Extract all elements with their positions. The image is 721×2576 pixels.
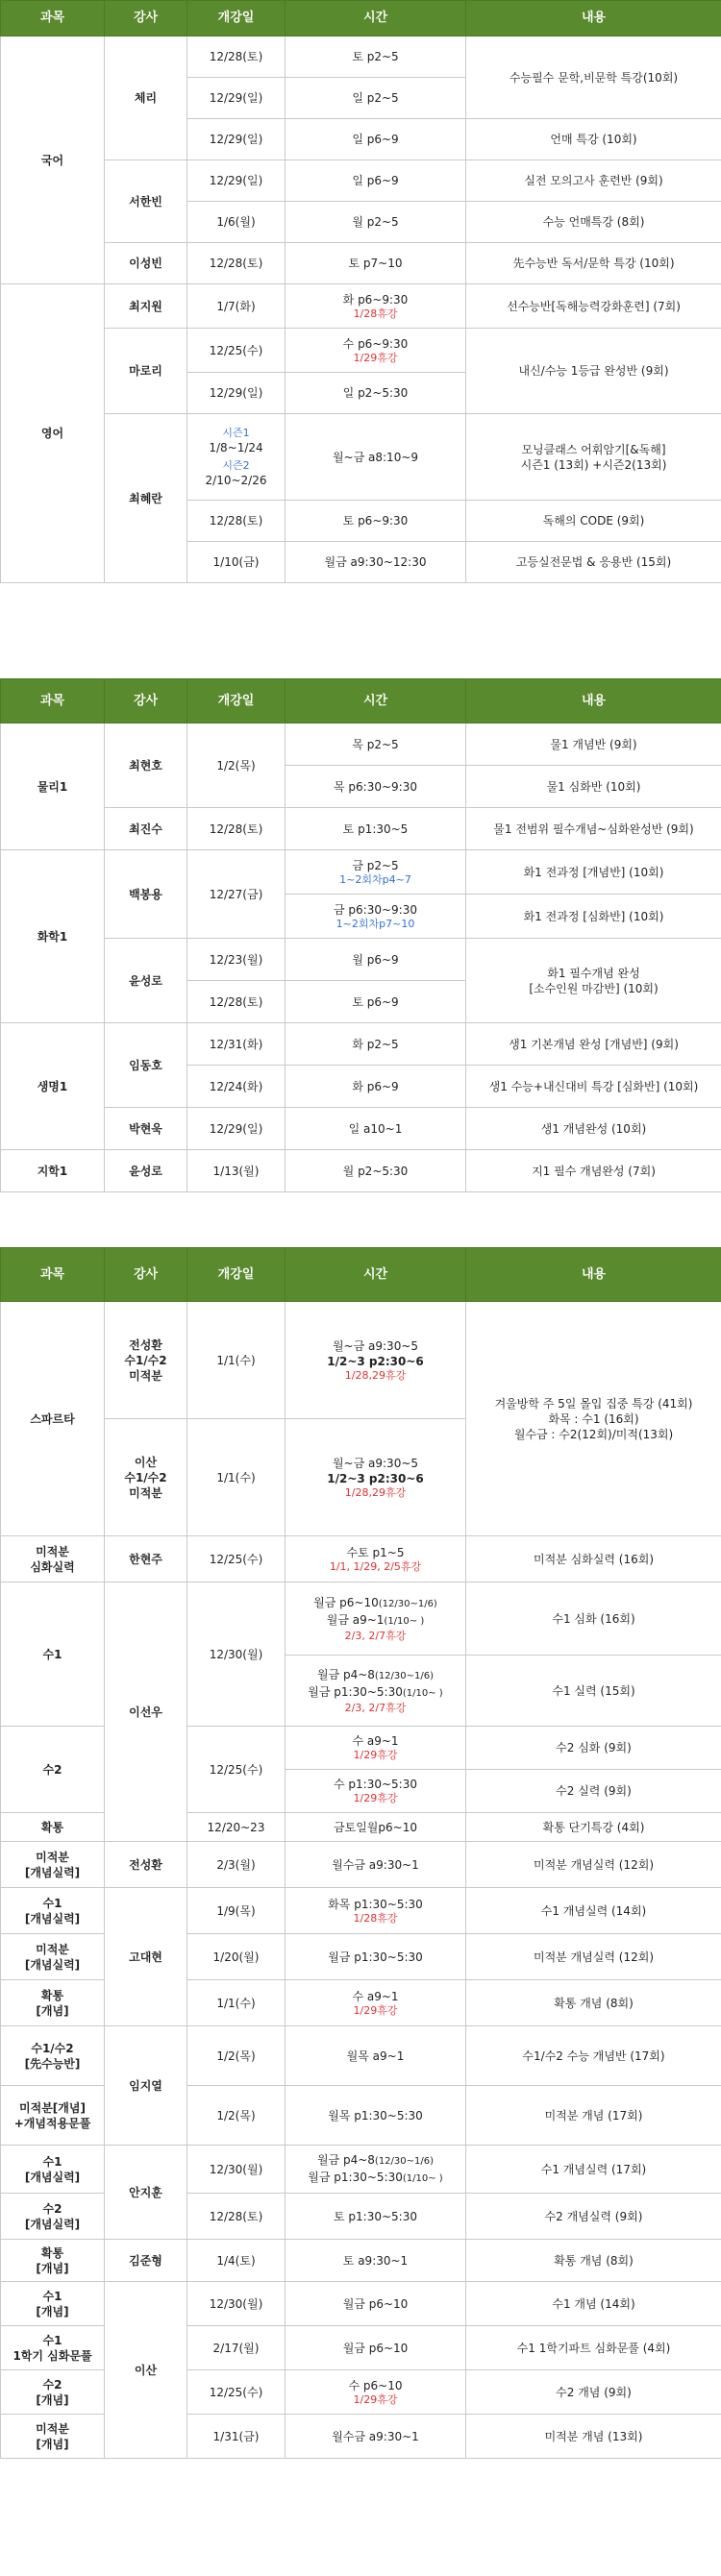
table-row (1, 1536, 721, 1582)
time-main: 월금 p4~8 (316, 1667, 375, 1681)
content-cell: 생1 수능+내신대비 특강 [심화반] (10회) (466, 1066, 721, 1108)
table-row (1, 284, 721, 329)
time-cell: 월금 p6~10 (286, 2282, 466, 2326)
teacher-cell: 마로리 (105, 329, 187, 414)
time-cell: 목 p2~5 (286, 724, 466, 766)
table-row (1, 37, 721, 78)
time-cell (286, 1727, 466, 1770)
time-text (288, 2152, 462, 2170)
time-range: (12/30~1/6) (374, 2155, 435, 2167)
time-cell: 월금 p6~10 (286, 2326, 466, 2370)
time-cell: 월~금 a8:10~9 (286, 414, 466, 501)
table-row (1, 1582, 721, 1656)
time-main: 월금 p6~10 (313, 1595, 379, 1609)
header-subject: 과목 (1, 679, 105, 724)
time-cell: 월금 a9:30~12:30 (286, 542, 466, 583)
teacher-cell: 고대현 (105, 1888, 187, 2026)
subject-cell: 영어 (1, 284, 105, 583)
table-row (1, 1302, 721, 1419)
subject-cell: 미적분 심화실력 (1, 1536, 105, 1582)
time-cell: 월 p2~5:30 (286, 1150, 466, 1192)
time-cell: 화 p6~9 (286, 1066, 466, 1108)
teacher-cell: 전성환 (105, 1842, 187, 1888)
time-text: 수 p1:30~5:30 (334, 1778, 417, 1791)
table-row (1, 724, 721, 766)
season-label: 시즌1 (222, 426, 250, 439)
time-cell: 일 a10~1 (286, 1108, 466, 1150)
teacher-cell: 임동호 (105, 1023, 187, 1108)
header-time: 시간 (286, 1248, 466, 1302)
subject-cell: 물리1 (1, 724, 105, 850)
date-cell: 12/29(일) (187, 160, 286, 202)
subject-cell: 미적분 [개념] (1, 2415, 105, 2459)
date-cell: 2/3(월) (187, 1842, 286, 1888)
date-cell: 1/9(목) (187, 1888, 286, 1934)
date-cell: 12/27(금) (187, 850, 286, 939)
time-cell (286, 1888, 466, 1934)
time-cell (286, 329, 466, 373)
content-text: 겨울방학 주 5일 몰입 집중 특강 (41회) (494, 1396, 693, 1411)
time-main: 월금 p1:30~5:30 (308, 1684, 403, 1699)
content-cell: 미적분 개념실력 (12회) (466, 1934, 721, 1980)
time-text: 월~금 a9:30~5 (332, 1456, 419, 1470)
time-cell: 월 p6~9 (286, 939, 466, 981)
time-cell (286, 1582, 466, 1656)
time-text: 1/2~3 p2:30~6 (327, 1354, 424, 1368)
time-main: 월금 a9~1 (326, 1612, 385, 1627)
teacher-cell: 윤성로 (105, 939, 187, 1023)
holiday-note: 1/28,29휴강 (344, 1485, 407, 1499)
subject-cell: 지학1 (1, 1150, 105, 1192)
date-cell: 12/25(수) (187, 1727, 286, 1813)
content-cell: 화1 전과정 [개념반] (10회) (466, 850, 721, 895)
holiday-note: 1/29휴강 (353, 2003, 398, 2017)
time-cell (286, 1770, 466, 1813)
time-text (288, 1612, 462, 1630)
subject-cell: 수1 1학기 심화문풀 (1, 2326, 105, 2370)
teacher-cell: 박현욱 (105, 1108, 187, 1150)
teacher-cell: 체리 (105, 37, 187, 160)
time-cell: 일 p2~5:30 (286, 373, 466, 414)
season-dates: 2/10~2/26 (205, 473, 267, 487)
content-cell: 독해의 CODE (9회) (466, 501, 721, 542)
date-cell: 12/28(토) (187, 501, 286, 542)
content-cell: 수2 개념실력 (9회) (466, 2194, 721, 2240)
date-cell: 1/2(목) (187, 2086, 286, 2146)
content-cell: 확통 개념 (8회) (466, 1980, 721, 2026)
time-cell: 목 p6:30~9:30 (286, 766, 466, 808)
content-cell: 수1 실력 (15회) (466, 1656, 721, 1727)
time-cell: 월 p2~5 (286, 202, 466, 243)
teacher-cell: 최현호 (105, 724, 187, 808)
teacher-cell: 최진수 (105, 808, 187, 850)
holiday-note: 1/28휴강 (353, 1911, 398, 1925)
holiday-note: 1/29휴강 (353, 1749, 398, 1761)
date-cell: 12/28(토) (187, 243, 286, 284)
date-cell: 1/13(월) (187, 1150, 286, 1192)
content-cell: 확통 단기특강 (4회) (466, 1813, 721, 1842)
time-cell: 일 p2~5 (286, 78, 466, 119)
date-cell: 12/23(월) (187, 939, 286, 981)
table-row (1, 2026, 721, 2086)
subject-cell: 확통 [개념] (1, 1980, 105, 2026)
teacher-cell: 최지원 (105, 284, 187, 329)
content-text: 시즌1 (13회) +시즌2(13회) (520, 457, 667, 472)
time-range: (12/30~1/6) (378, 1598, 437, 1609)
header-content: 내용 (466, 1, 721, 37)
date-cell: 1/4(토) (187, 2240, 286, 2282)
time-cell (286, 2146, 466, 2194)
date-cell: 12/31(화) (187, 1023, 286, 1066)
date-cell: 12/29(일) (187, 119, 286, 160)
season-dates: 1/8~1/24 (209, 440, 263, 454)
subject-cell: 확통 [개념] (1, 2240, 105, 2282)
teacher-cell: 최혜란 (105, 414, 187, 583)
session-note: 1~2회차p4~7 (339, 872, 411, 886)
time-cell (286, 1980, 466, 2026)
content-cell: 수1 1학기파트 심화문풀 (4회) (466, 2326, 721, 2370)
content-text: 모닝클래스 어휘암기[&독해] (521, 442, 666, 456)
teacher-cell: 이산 (105, 2282, 187, 2459)
content-cell: 언매 특강 (10회) (466, 119, 721, 160)
time-cell: 토 p7~10 (286, 243, 466, 284)
table-math (0, 1247, 721, 2459)
content-cell: 수1 개념실력 (14회) (466, 1888, 721, 1934)
subject-cell: 수1 [개념] (1, 2282, 105, 2326)
table-row (1, 329, 721, 373)
table-row (1, 2146, 721, 2194)
subject-cell: 미적분 [개념실력] (1, 1934, 105, 1980)
content-cell: 지1 필수 개념완성 (7회) (466, 1150, 721, 1192)
date-cell: 1/1(수) (187, 1419, 286, 1536)
table-row (1, 808, 721, 850)
holiday-note: 1/29휴강 (353, 351, 398, 364)
date-cell: 12/24(화) (187, 1066, 286, 1108)
content-cell: 미적분 개념 (13회) (466, 2415, 721, 2459)
content-cell: 미적분 개념 (17회) (466, 2086, 721, 2146)
content-cell: 화1 전과정 [심화반] (10회) (466, 895, 721, 939)
date-cell: 1/2(목) (187, 724, 286, 808)
header-teacher: 강사 (105, 679, 187, 724)
date-cell: 1/1(수) (187, 1302, 286, 1419)
season-label: 시즌2 (222, 458, 250, 472)
time-text: 화목 p1:30~5:30 (328, 1897, 423, 1911)
table-row (1, 1108, 721, 1150)
content-cell: 미적분 심화실력 (16회) (466, 1536, 721, 1582)
date-cell: 12/20~23 (187, 1813, 286, 1842)
content-text: 화목 : 수1 (16회) (548, 1411, 639, 1426)
subject-cell: 미적분 [개념실력] (1, 1842, 105, 1888)
content-text: [소수인원 마감반] (10회) (529, 981, 659, 995)
content-cell: 생1 개념완성 (10회) (466, 1108, 721, 1150)
time-range: (1/10~ ) (402, 1687, 443, 1699)
header-start-date: 개강일 (187, 1, 286, 37)
subject-cell: 수2 (1, 1727, 105, 1813)
subject-cell: 확통 (1, 1813, 105, 1842)
content-cell: 수2 개념 (9회) (466, 2370, 721, 2415)
content-cell: 고등실전문법 & 응용반 (15회) (466, 542, 721, 583)
time-cell (286, 895, 466, 939)
subject-cell: 생명1 (1, 1023, 105, 1150)
teacher-cell: 이선우 (105, 1582, 187, 1842)
time-text: 수토 p1~5 (346, 1545, 405, 1559)
content-cell: 선수능반[독해능력강화훈련] (7회) (466, 284, 721, 329)
date-cell: 1/1(수) (187, 1980, 286, 2026)
teacher-cell: 이성빈 (105, 243, 187, 284)
holiday-note: 1/29휴강 (353, 2392, 398, 2406)
header-time: 시간 (286, 1, 466, 37)
date-cell: 2/17(월) (187, 2326, 286, 2370)
subject-cell: 수1 [개념실력] (1, 1888, 105, 1934)
subject-cell: 수2 [개념] (1, 2370, 105, 2415)
date-cell: 12/28(토) (187, 37, 286, 78)
date-cell (187, 414, 286, 501)
date-cell: 12/25(수) (187, 1536, 286, 1582)
table-row (1, 1150, 721, 1192)
time-text: 화 p6~9:30 (342, 292, 409, 307)
table-row (1, 160, 721, 202)
time-text: 금 p6:30~9:30 (334, 902, 417, 917)
content-cell: 수1 개념 (14회) (466, 2282, 721, 2326)
content-cell: 실전 모의고사 훈련반 (9회) (466, 160, 721, 202)
date-cell: 12/25(수) (187, 329, 286, 373)
content-cell: 수능 언매특강 (8회) (466, 202, 721, 243)
content-cell: 내신/수능 1등급 완성반 (9회) (466, 329, 721, 414)
content-cell: 물1 심화반 (10회) (466, 766, 721, 808)
teacher-cell: 윤성로 (105, 1150, 187, 1192)
header-start-date: 개강일 (187, 1248, 286, 1302)
time-text: 월~금 a9:30~5 (332, 1338, 419, 1353)
time-text: 수 a9~1 (352, 1734, 399, 1748)
date-cell: 12/25(수) (187, 2370, 286, 2415)
table-row (1, 2240, 721, 2282)
content-cell (466, 1302, 721, 1536)
time-cell: 월수금 a9:30~1 (286, 2415, 466, 2459)
session-note: 1~2회차p7~10 (336, 917, 415, 930)
table-header-row (1, 1, 721, 37)
time-cell: 월목 a9~1 (286, 2026, 466, 2086)
date-cell: 12/28(토) (187, 981, 286, 1023)
time-range: (12/30~1/6) (374, 1670, 435, 1681)
time-cell (286, 2370, 466, 2415)
header-content: 내용 (466, 1248, 721, 1302)
subject-cell: 국어 (1, 37, 105, 284)
time-text (288, 1684, 462, 1702)
date-cell: 12/29(일) (187, 373, 286, 414)
table-row (1, 2282, 721, 2326)
time-cell (286, 1302, 466, 1419)
holiday-note: 1/28,29휴강 (344, 1368, 407, 1382)
teacher-cell: 김준형 (105, 2240, 187, 2282)
header-teacher: 강사 (105, 1248, 187, 1302)
subject-cell: 수1/수2 [先수능반] (1, 2026, 105, 2086)
time-main: 월금 p1:30~5:30 (308, 2170, 403, 2184)
content-cell: 확통 개념 (8회) (466, 2240, 721, 2282)
time-cell (286, 1656, 466, 1727)
table-row (1, 1023, 721, 1066)
date-cell: 12/30(월) (187, 1582, 286, 1727)
time-text (288, 1667, 462, 1684)
teacher-cell: 안지훈 (105, 2146, 187, 2240)
content-cell: 미적분 개념실력 (12회) (466, 1842, 721, 1888)
table-science (0, 678, 721, 1192)
header-start-date: 개강일 (187, 679, 286, 724)
date-cell: 12/30(월) (187, 2282, 286, 2326)
date-cell: 1/7(화) (187, 284, 286, 329)
date-cell: 12/30(월) (187, 2146, 286, 2194)
time-cell: 토 p2~5 (286, 37, 466, 78)
header-subject: 과목 (1, 1, 105, 37)
holiday-note: 1/28휴강 (353, 307, 398, 320)
subject-cell: 수1 [개념실력] (1, 2146, 105, 2194)
time-cell: 토 p6~9:30 (286, 501, 466, 542)
teacher-cell: 한현주 (105, 1536, 187, 1582)
content-cell: 생1 기본개념 완성 [개념반] (9회) (466, 1023, 721, 1066)
time-cell: 토 a9:30~1 (286, 2240, 466, 2282)
date-cell: 1/2(목) (187, 2026, 286, 2086)
header-teacher: 강사 (105, 1, 187, 37)
time-cell: 월수금 a9:30~1 (286, 1842, 466, 1888)
table-header-row (1, 679, 721, 724)
teacher-cell: 이산 수1/수2 미적분 (105, 1419, 187, 1536)
time-range: (1/10~ ) (402, 2172, 443, 2184)
time-cell: 일 p6~9 (286, 119, 466, 160)
content-cell: 수1 개념실력 (17회) (466, 2146, 721, 2194)
content-cell (466, 414, 721, 501)
time-text: 금 p2~5 (352, 858, 399, 872)
holiday-note: 2/3, 2/7휴강 (344, 1629, 407, 1642)
time-text: 1/2~3 p2:30~6 (327, 1471, 424, 1485)
header-subject: 과목 (1, 1248, 105, 1302)
table-row (1, 1842, 721, 1888)
time-text: 수 p6~9:30 (342, 336, 409, 351)
holiday-note: 1/1, 1/29, 2/5휴강 (329, 1559, 422, 1573)
time-text: 수 a9~1 (352, 1989, 399, 2003)
content-cell: 수1/수2 수능 개념반 (17회) (466, 2026, 721, 2086)
subject-cell: 화학1 (1, 850, 105, 1023)
table-row (1, 414, 721, 501)
content-text: 월수금 : 수2(12회)/미적(13회) (513, 1427, 674, 1441)
time-cell: 토 p1:30~5 (286, 808, 466, 850)
date-cell: 1/6(월) (187, 202, 286, 243)
date-cell: 12/28(토) (187, 808, 286, 850)
teacher-cell: 전성환 수1/수2 미적분 (105, 1302, 187, 1419)
table-header-row (1, 1248, 721, 1302)
header-time: 시간 (286, 679, 466, 724)
content-cell: 수2 심화 (9회) (466, 1727, 721, 1770)
date-cell: 1/20(월) (187, 1934, 286, 1980)
time-cell (286, 1419, 466, 1536)
time-text: 수 p6~10 (348, 2378, 403, 2392)
time-cell (286, 1536, 466, 1582)
time-cell (286, 284, 466, 329)
content-cell: 수1 심화 (16회) (466, 1582, 721, 1656)
table-row (1, 1888, 721, 1934)
table-row (1, 939, 721, 981)
time-cell: 화 p2~5 (286, 1023, 466, 1066)
holiday-note: 1/29휴강 (353, 1792, 398, 1804)
time-main: 월금 p4~8 (316, 2152, 375, 2167)
time-cell: 토 p6~9 (286, 981, 466, 1023)
time-cell: 일 p6~9 (286, 160, 466, 202)
date-cell: 12/29(일) (187, 78, 286, 119)
table-row (1, 243, 721, 284)
content-text: 화1 필수개념 완성 (547, 966, 640, 980)
time-text (288, 2170, 462, 2187)
time-cell: 월목 p1:30~5:30 (286, 2086, 466, 2146)
table-korean-english (0, 0, 721, 583)
teacher-cell: 서한빈 (105, 160, 187, 243)
time-cell: 금토일월p6~10 (286, 1813, 466, 1842)
table-row (1, 850, 721, 895)
content-cell: 수능필수 문학,비문학 특강(10회) (466, 37, 721, 119)
content-cell: 先수능반 독서/문학 특강 (10회) (466, 243, 721, 284)
time-text (288, 1595, 462, 1612)
content-cell: 물1 개념반 (9회) (466, 724, 721, 766)
teacher-cell: 백봉용 (105, 850, 187, 939)
content-cell: 물1 전범위 필수개념~심화완성반 (9회) (466, 808, 721, 850)
content-cell (466, 939, 721, 1023)
time-cell: 월금 p1:30~5:30 (286, 1934, 466, 1980)
subject-cell: 수2 [개념실력] (1, 2194, 105, 2240)
subject-cell: 미적분[개념] +개념적용문풀 (1, 2086, 105, 2146)
teacher-cell: 임지열 (105, 2026, 187, 2146)
time-cell (286, 850, 466, 895)
header-content: 내용 (466, 679, 721, 724)
date-cell: 1/31(금) (187, 2415, 286, 2459)
date-cell: 1/10(금) (187, 542, 286, 583)
date-cell: 12/29(일) (187, 1108, 286, 1150)
content-cell: 수2 실력 (9회) (466, 1770, 721, 1813)
subject-cell: 수1 (1, 1582, 105, 1727)
holiday-note: 2/3, 2/7휴강 (344, 1701, 407, 1714)
subject-cell: 스파르타 (1, 1302, 105, 1536)
date-cell: 12/28(토) (187, 2194, 286, 2240)
time-range: (1/10~ ) (384, 1615, 425, 1627)
time-cell: 토 p1:30~5:30 (286, 2194, 466, 2240)
